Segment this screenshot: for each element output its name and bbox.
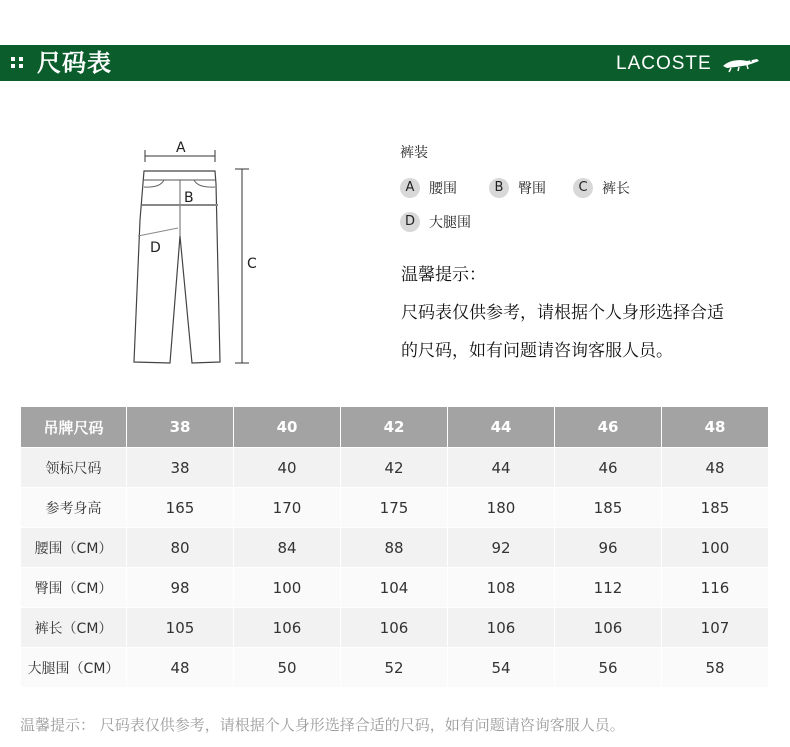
legend-item-waist: [400, 178, 457, 198]
row-label: 领标尺码: [21, 448, 127, 488]
tip-line-2: 的尺码，如有问题请咨询客服人员。: [401, 341, 673, 361]
table-row: [21, 488, 769, 528]
grid-dots-icon: [11, 57, 25, 69]
table-cell: 80: [127, 528, 234, 568]
table-cell: 92: [448, 528, 555, 568]
table-header-row: [21, 407, 769, 448]
table-cell: 58: [662, 648, 769, 688]
table-cell: 112: [555, 568, 662, 608]
table-cell: 175: [341, 488, 448, 528]
table-cell: 170: [234, 488, 341, 528]
crocodile-logo-icon: [721, 54, 761, 74]
table-cell: 106: [234, 608, 341, 648]
legend-item-hip: [489, 178, 546, 198]
brand-name: LACOSTE: [616, 53, 712, 74]
size-table: [20, 406, 769, 688]
row-label: 腰围（CM）: [21, 528, 127, 568]
header-bar: [0, 45, 790, 81]
table-cell: 106: [448, 608, 555, 648]
table-cell: 52: [341, 648, 448, 688]
label-d: D: [150, 240, 161, 256]
pants-diagram: [120, 130, 280, 370]
table-cell: 100: [662, 528, 769, 568]
table-cell: 54: [448, 648, 555, 688]
table-row: [21, 608, 769, 648]
tip-line-1: 尺码表仅供参考，请根据个人身形选择合适: [401, 303, 724, 323]
table-row: [21, 448, 769, 488]
table-cell: 48: [662, 448, 769, 488]
header-cell: 38: [127, 407, 234, 448]
table-cell: 40: [234, 448, 341, 488]
legend-letter: B: [489, 178, 509, 198]
legend-letter: C: [573, 178, 593, 198]
table-cell: 106: [341, 608, 448, 648]
table-cell: 56: [555, 648, 662, 688]
table-row: [21, 528, 769, 568]
row-label: 大腿围（CM）: [21, 648, 127, 688]
garment-type: 裤装: [400, 145, 428, 161]
label-b: B: [184, 190, 194, 206]
header-cell: 46: [555, 407, 662, 448]
legend-item-length: [573, 178, 630, 198]
row-label: 臀围（CM）: [21, 568, 127, 608]
table-cell: 96: [555, 528, 662, 568]
table-cell: 180: [448, 488, 555, 528]
header-cell: 44: [448, 407, 555, 448]
page-title: 尺码表: [37, 49, 112, 77]
table-cell: 98: [127, 568, 234, 608]
legend-label: 臀围: [518, 181, 546, 197]
row-label: 裤长（CM）: [21, 608, 127, 648]
table-cell: 185: [555, 488, 662, 528]
table-cell: 50: [234, 648, 341, 688]
legend-label: 裤长: [602, 181, 630, 197]
legend-letter: A: [400, 178, 420, 198]
header-cell: 吊牌尺码: [21, 407, 127, 448]
row-label: 参考身高: [21, 488, 127, 528]
legend-item-thigh: [400, 212, 471, 232]
table-cell: 116: [662, 568, 769, 608]
table-cell: 185: [662, 488, 769, 528]
table-cell: 106: [555, 608, 662, 648]
label-c: C: [247, 256, 257, 272]
table-cell: 165: [127, 488, 234, 528]
header-cell: 42: [341, 407, 448, 448]
legend-label: 大腿围: [429, 215, 471, 231]
table-cell: 105: [127, 608, 234, 648]
table-cell: 84: [234, 528, 341, 568]
table-cell: 107: [662, 608, 769, 648]
table-row: [21, 568, 769, 608]
table-cell: 100: [234, 568, 341, 608]
legend-letter: D: [400, 212, 420, 232]
header-cell: 40: [234, 407, 341, 448]
table-cell: 42: [341, 448, 448, 488]
label-a: A: [176, 140, 186, 156]
table-cell: 44: [448, 448, 555, 488]
table-cell: 88: [341, 528, 448, 568]
header-cell: 48: [662, 407, 769, 448]
table-cell: 104: [341, 568, 448, 608]
table-cell: 108: [448, 568, 555, 608]
table-cell: 38: [127, 448, 234, 488]
footer-note: 温馨提示： 尺码表仅供参考，请根据个人身形选择合适的尺码，如有问题请咨询客服人员。: [20, 716, 625, 734]
legend-label: 腰围: [429, 181, 457, 197]
table-row: [21, 648, 769, 688]
table-cell: 48: [127, 648, 234, 688]
tip-heading: 温馨提示：: [401, 265, 486, 285]
pants-figure: [120, 130, 280, 370]
table-cell: 46: [555, 448, 662, 488]
